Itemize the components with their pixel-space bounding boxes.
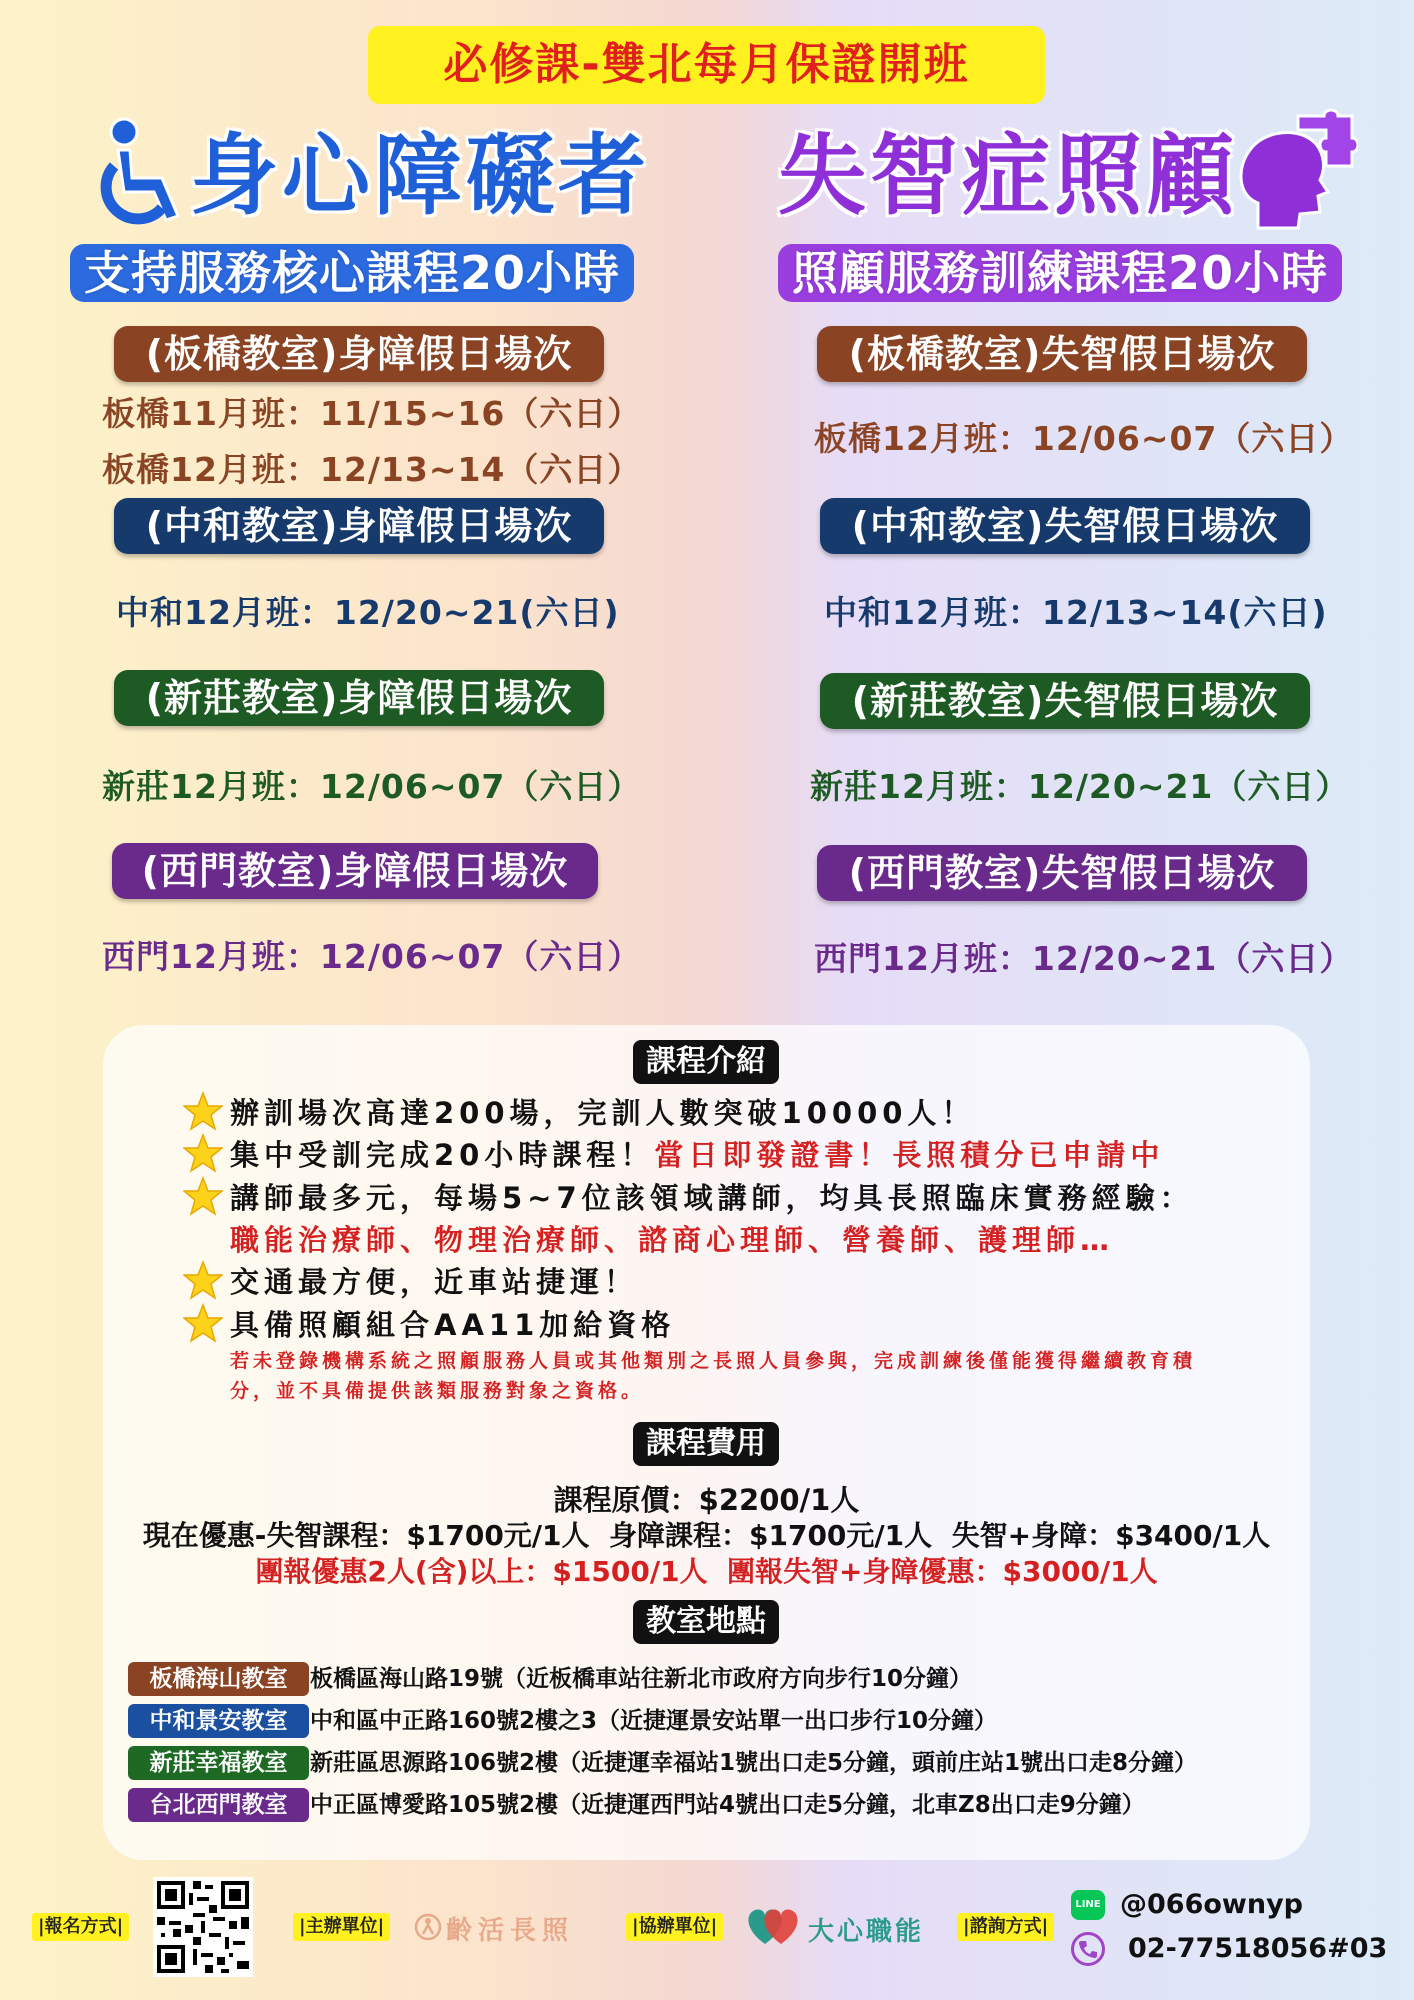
location-heading: 教室地點 xyxy=(633,1600,779,1644)
fee-group: 團報優惠2人(含)以上：$1500/1人 團報失智+身障優惠：$3000/1人 xyxy=(255,1555,1158,1588)
right-ximen-line1: 西門12月班：12/20~21（六日） xyxy=(814,939,1354,978)
right-pill-banqiao: (板橋教室)失智假日場次 xyxy=(817,326,1307,382)
right-title: 失智症照顧 xyxy=(778,124,1239,227)
phone-number[interactable]: 02-77518056#03 xyxy=(1128,1933,1388,1964)
right-xinzhuang-line1: 新莊12月班：12/20~21（六日） xyxy=(810,767,1350,806)
right-zhonghe-line1: 中和12月班：12/13~14(六日) xyxy=(824,593,1328,632)
left-xinzhuang-line1: 新莊12月班：12/06~07（六日） xyxy=(102,767,642,806)
intro-bullet-2b: 當日即發證書！長照積分已申請中 xyxy=(654,1138,1165,1172)
heart-logo-icon xyxy=(745,1906,801,1946)
right-pill-ximen: (西門教室)失智假日場次 xyxy=(817,845,1307,901)
star-icon xyxy=(183,1176,223,1220)
qr-code[interactable] xyxy=(153,1877,253,1977)
intro-bullet-5: 具備照顧組合AA11加給資格 xyxy=(230,1308,676,1342)
left-banqiao-line1: 板橋11月班：11/15~16（六日） xyxy=(102,394,642,433)
line-icon-label: LINE xyxy=(1075,1899,1101,1910)
fee-original: 課程原價：$2200/1人 xyxy=(553,1483,860,1517)
line-id[interactable]: @066ownyp xyxy=(1120,1889,1304,1920)
fee-heading: 課程費用 xyxy=(633,1422,779,1466)
star-icon xyxy=(183,1303,223,1347)
intro-note: 若未登錄機構系統之照顧服務人員或其他類別之長照人員參與，完成訓練後僅能獲得繼續教育積分，並不具備提供該類服務對象之資格。 xyxy=(230,1350,1197,1402)
star-icon xyxy=(183,1133,223,1177)
host-logo-icon xyxy=(413,1912,443,1942)
top-banner: 必修課-雙北每月保證開班 xyxy=(368,26,1045,104)
location-label-zhonghe: 中和景安教室 xyxy=(128,1704,309,1738)
intro-bullet-3: 講師最多元，每場5~7位該領域講師，均具長照臨床實務經驗： xyxy=(230,1181,1194,1215)
co-name: 大心職能 xyxy=(808,1917,925,1947)
host-name: 齡活長照 xyxy=(446,1916,575,1946)
location-addr-xinzhuang: 新莊區思源路106號2樓（近捷運幸福站1號出口走5分鐘，頭前庄站1號出口走8分鐘） xyxy=(310,1750,1198,1776)
star-icon xyxy=(183,1091,223,1135)
location-label-ximen: 台北西門教室 xyxy=(128,1788,309,1822)
location-addr-zhonghe: 中和區中正路160號2樓之3（近捷運景安站單一出口步行10分鐘） xyxy=(310,1708,998,1734)
left-pill-zhonghe: (中和教室)身障假日場次 xyxy=(114,498,604,554)
left-banqiao-line2: 板橋12月班：12/13~14（六日） xyxy=(102,450,642,489)
location-addr-ximen: 中正區博愛路105號2樓（近捷運西門站4號出口走5分鐘，北車Z8出口走9分鐘） xyxy=(310,1792,1145,1818)
location-addr-banqiao: 板橋區海山路19號（近板橋車站往新北市政府方向步行10分鐘） xyxy=(310,1666,973,1692)
wheelchair-icon xyxy=(84,116,199,231)
right-banqiao-line1: 板橋12月班：12/06~07（六日） xyxy=(814,419,1354,458)
left-pill-xinzhuang: (新莊教室)身障假日場次 xyxy=(114,670,604,726)
intro-bullet-1: 辦訓場次高達200場，完訓人數突破10000人！ xyxy=(230,1096,976,1130)
footer-register-tag: |報名方式| xyxy=(32,1913,129,1941)
left-pill-ximen: (西門教室)身障假日場次 xyxy=(112,843,598,899)
intro-heading: 課程介紹 xyxy=(633,1040,779,1084)
left-zhonghe-line1: 中和12月班：12/20~21(六日) xyxy=(116,593,620,632)
right-pill-zhonghe: (中和教室)失智假日場次 xyxy=(820,498,1310,554)
intro-bullet-2 xyxy=(230,1138,1165,1172)
star-icon xyxy=(183,1260,223,1304)
intro-bullet-2a: 集中受訓完成20小時課程！ xyxy=(230,1138,655,1172)
footer-co-tag: |協辦單位| xyxy=(626,1913,723,1941)
location-label-xinzhuang: 新莊幸福教室 xyxy=(128,1746,309,1780)
intro-bullet-4: 交通最方便，近車站捷運！ xyxy=(230,1265,639,1299)
fee-discount: 現在優惠-失智課程：$1700元/1人 身障課程：$1700元/1人 失智+身障：$3400/1人 xyxy=(142,1519,1271,1552)
right-pill-xinzhuang: (新莊教室)失智假日場次 xyxy=(820,673,1310,729)
line-icon xyxy=(1071,1890,1105,1920)
left-ximen-line1: 西門12月班：12/06~07（六日） xyxy=(102,937,642,976)
brain-puzzle-icon xyxy=(1228,108,1358,238)
phone-icon xyxy=(1071,1932,1105,1966)
footer-consult-tag: |諮詢方式| xyxy=(957,1913,1054,1941)
left-subtitle: 支持服務核心課程20小時 xyxy=(70,244,634,302)
location-label-banqiao: 板橋海山教室 xyxy=(128,1662,309,1696)
left-pill-banqiao: (板橋教室)身障假日場次 xyxy=(114,326,604,382)
footer-host-tag: |主辦單位| xyxy=(293,1913,390,1941)
left-title: 身心障礙者 xyxy=(190,124,651,227)
intro-bullet-3-professions: 職能治療師、物理治療師、諮商心理師、營養師、護理師… xyxy=(230,1223,1115,1257)
right-subtitle: 照顧服務訓練課程20小時 xyxy=(778,244,1342,302)
